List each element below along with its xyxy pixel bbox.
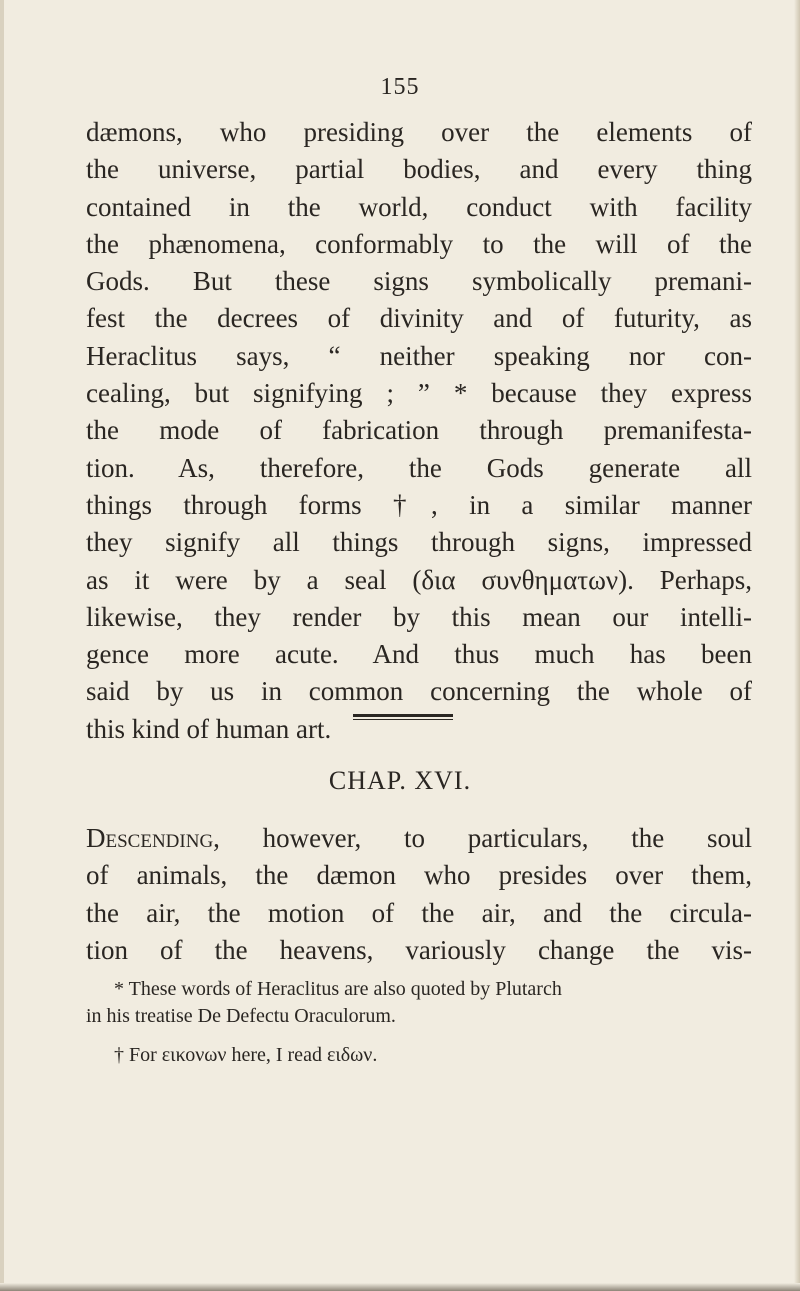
text-line: this kind of human art. xyxy=(86,713,332,744)
text-line: the air, the motion of the air, and the circula- xyxy=(86,897,752,928)
text-line: Descending, however, to particulars, the soul xyxy=(86,823,752,853)
text-line: contained in the world, conduct with facility xyxy=(86,191,752,222)
text-line: likewise, they render by this mean our intelli- xyxy=(86,601,752,632)
text-line: things through forms †, in a similar manner xyxy=(86,489,752,520)
footnotes xyxy=(86,976,752,1069)
section-divider xyxy=(353,714,453,720)
small-caps-word: Descending, xyxy=(86,823,220,853)
text-line: cealing, but signifying ; ” * because they express xyxy=(86,378,752,409)
footnote-2: † For εικονων here, I read ειδων. xyxy=(114,1044,378,1066)
text-line: Gods. But these signs symbolically premani- xyxy=(86,266,752,297)
footnote-1-line-2: in his treatise De Defectu Oraculorum. xyxy=(86,1005,396,1027)
text-line: they signify all things through signs, impressed xyxy=(86,527,752,558)
page-edge-bottom xyxy=(0,1283,800,1291)
footnote-1-line-1: * These words of Heraclitus are also quoted by Plutarch xyxy=(114,978,562,1000)
text-line: said by us in common concerning the whole of xyxy=(86,676,752,707)
text-line: of animals, the dæmon who presides over them, xyxy=(86,860,752,891)
page-edge-left xyxy=(0,0,4,1291)
chapter-heading: CHAP. XVI. xyxy=(328,766,472,795)
text-line: Heraclitus says, “ neither speaking nor con- xyxy=(86,340,752,371)
text-line: fest the decrees of divinity and of futurity, as xyxy=(86,303,752,334)
page-edge-right xyxy=(794,0,800,1291)
text-line: the universe, partial bodies, and every thing xyxy=(86,154,752,185)
paragraph-2 xyxy=(86,820,752,969)
text-line: as it were by a seal (δια συνθηματων). Perhaps, xyxy=(86,564,752,595)
text-line: the mode of fabrication through premanifesta- xyxy=(86,415,752,446)
text-line: gence more acute. And thus much has been xyxy=(86,639,752,670)
text-line: dæmons, who presiding over the elements of xyxy=(86,117,752,147)
text-line: tion of the heavens, variously change the vis- xyxy=(86,934,752,965)
page-number: 155 xyxy=(380,74,420,100)
text-line: tion. As, therefore, the Gods generate all xyxy=(86,452,752,483)
paragraph-1 xyxy=(86,114,752,748)
text-line: the phænomena, conformably to the will of the xyxy=(86,228,752,259)
